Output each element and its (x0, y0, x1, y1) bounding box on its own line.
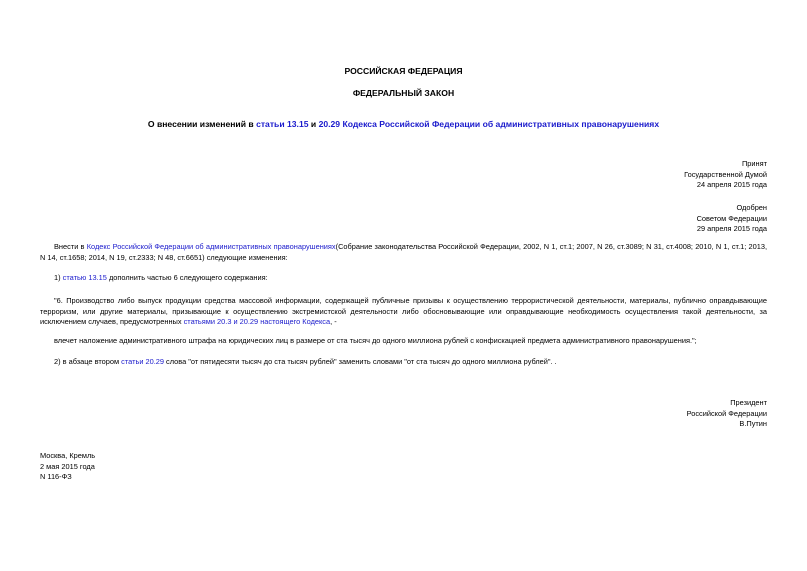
signature-name: В.Путин (739, 419, 767, 429)
footer-block (40, 451, 95, 483)
link-article-13-15[interactable]: статьи 13.15 (256, 119, 309, 129)
p3-rest: , - (330, 317, 337, 327)
link-articles-20-3-20-29[interactable]: статьями 20.3 и 20.29 настоящего Кодекса (183, 317, 331, 327)
doc-type-heading: ФЕДЕРАЛЬНЫЙ ЗАКОН (352, 88, 455, 98)
law-title (0, 119, 807, 130)
p3-text: "6. Производство либо выпуск продукции средства массовой информации, содержащей публичные призывы к осуществлению террористической деятельности, материалы, публично оправдывающие терроризм, или другие материалы, призывающие к осуществлению экстремистской деятельности либо обосновывающие или оправдывающие необходимость осуществления такой деятельности, за исключением случаев, предусмотренных (40, 296, 767, 327)
paragraph-part-6 (40, 296, 767, 328)
link-article-13-15-body[interactable]: статью 13.15 (62, 273, 107, 282)
approved-block (697, 203, 767, 235)
p1-rest: (Собрание законодательства Российской Федерации, 2002, N 1, ст.1; 2007, N 26, ст.3089; N 31, ст.4008; 2010, N 1, ст.1; 2013, N 14, ст.1658; 2014, N 19, ст.2333; N 48, ст.6651) следующие изменения: (40, 242, 767, 262)
approved-date: 29 апреля 2015 года (696, 224, 767, 234)
link-article-20-29-body[interactable]: статьи 20.29 (121, 357, 164, 366)
country-heading: РОССИЙСКАЯ ФЕДЕРАЦИЯ (344, 66, 463, 76)
paragraph-item-1 (54, 273, 781, 284)
adopted-block (684, 159, 767, 191)
adopted-date: 24 апреля 2015 года (696, 180, 767, 190)
p5-rest: слова "от пятидесяти тысяч до ста тысяч рублей" заменить словами "от ста тысяч до одного миллиона рублей". . (164, 357, 557, 366)
footer-date: 2 мая 2015 года (40, 461, 95, 471)
paragraph-item-2 (54, 357, 781, 368)
paragraph-penalty: влечет наложение административного штрафа на юридических лиц в размере от ста тысяч до одного миллиона рублей с конфискацией предмета административного правонарушения."; (54, 336, 697, 345)
p2-prefix: 1) (54, 273, 63, 282)
paragraph-intro (40, 242, 767, 263)
footer-number: N 116-ФЗ (40, 472, 72, 482)
signature-block (687, 398, 767, 430)
approved-line1: Одобрен (736, 203, 767, 212)
signature-org: Российской Федерации (686, 408, 767, 418)
adopted-line1: Принят (741, 159, 767, 168)
p5-prefix: 2) в абзаце втором (54, 357, 122, 366)
title-prefix: О внесении изменений в (147, 119, 257, 129)
adopted-line2: Государственной Думой (684, 169, 767, 179)
p2-rest: дополнить частью 6 следующего содержания: (106, 273, 268, 282)
approved-line2: Советом Федерации (696, 213, 767, 223)
signature-title: Президент (730, 398, 767, 407)
link-koap[interactable]: Кодекс Российской Федерации об административных правонарушениях (86, 242, 336, 251)
p1-prefix: Внести в (54, 242, 87, 251)
link-article-20-29-code[interactable]: 20.29 Кодекса Российской Федерации об административных правонарушениях (318, 119, 660, 129)
footer-place: Москва, Кремль (40, 451, 96, 460)
title-mid: и (308, 119, 319, 129)
